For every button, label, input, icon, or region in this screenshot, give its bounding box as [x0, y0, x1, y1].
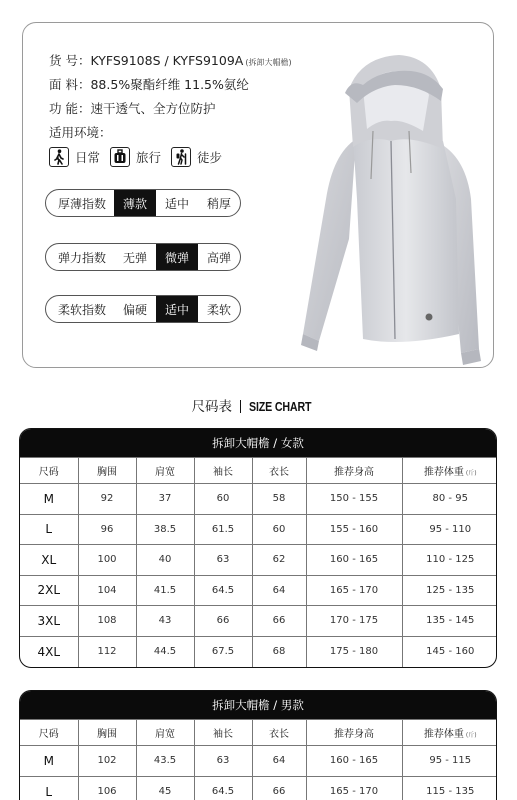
size-table-men	[19, 690, 497, 800]
header-weight-label: 推荐体重	[423, 729, 464, 740]
scale-label: 柔软指数	[58, 302, 107, 317]
size-table-grid	[20, 719, 497, 800]
usage-label: 适用环境：	[49, 125, 112, 140]
table-cell: 110 - 125	[402, 545, 497, 576]
spec-key: 货 号：	[49, 53, 91, 68]
header-height: 推荐身高	[306, 720, 402, 746]
cell-size: L	[20, 776, 78, 800]
table-row	[20, 776, 497, 800]
header-length: 衣长	[252, 458, 306, 484]
header-weight	[402, 458, 497, 484]
table-cell: 165 - 170	[306, 776, 402, 800]
table-row	[20, 514, 497, 545]
table-header-row	[20, 720, 497, 746]
scale-option: 偏硬	[123, 302, 148, 317]
header-size: 尺码	[20, 720, 78, 746]
table-cell: 38.5	[136, 514, 194, 545]
softness-scale	[45, 295, 241, 323]
title-separator	[240, 400, 242, 413]
cell-size: 3XL	[20, 606, 78, 637]
table-cell: 115 - 135	[402, 776, 497, 800]
table-row	[20, 545, 497, 576]
usage-label-hiking: 徒步	[197, 150, 223, 165]
table-cell: 58	[252, 484, 306, 515]
table-cell: 155 - 160	[306, 514, 402, 545]
table-cell: 60	[252, 514, 306, 545]
header-shoulder: 肩宽	[136, 720, 194, 746]
cell-size: 2XL	[20, 575, 78, 606]
table-cell: 64.5	[194, 575, 252, 606]
scale-option: 柔软	[207, 302, 232, 317]
scale-option: 无弹	[123, 250, 148, 265]
table-cell: 64	[252, 575, 306, 606]
usage-item-travel	[110, 147, 161, 167]
header-chest: 胸围	[78, 720, 136, 746]
scale-label: 弹力指数	[58, 250, 107, 265]
table-caption: 拆卸大帽檐 / 男款	[20, 691, 496, 719]
header-weight-label: 推荐体重	[423, 467, 464, 478]
cell-size: M	[20, 484, 78, 515]
cell-size: XL	[20, 545, 78, 576]
table-cell: 170 - 175	[306, 606, 402, 637]
table-cell: 43	[136, 606, 194, 637]
table-caption: 拆卸大帽檐 / 女款	[20, 429, 496, 457]
table-cell: 44.5	[136, 636, 194, 667]
size-table-women	[19, 428, 497, 668]
table-row	[20, 746, 497, 777]
table-cell: 45	[136, 776, 194, 800]
table-cell: 104	[78, 575, 136, 606]
table-cell: 66	[252, 606, 306, 637]
table-cell: 175 - 180	[306, 636, 402, 667]
usage-label-daily: 日常	[75, 150, 101, 165]
cell-size: L	[20, 514, 78, 545]
header-weight-unit: (斤)	[465, 470, 477, 477]
product-info-card	[22, 22, 494, 368]
table-cell: 67.5	[194, 636, 252, 667]
table-cell: 41.5	[136, 575, 194, 606]
table-cell: 100	[78, 545, 136, 576]
size-chart-title-en: SIZE CHART	[249, 399, 312, 414]
scale-option-selected: 微弹	[156, 244, 198, 270]
table-row	[20, 606, 497, 637]
spec-function	[49, 99, 216, 117]
table-cell: 96	[78, 514, 136, 545]
header-length: 衣长	[252, 720, 306, 746]
hiker-icon	[171, 147, 191, 167]
table-row	[20, 484, 497, 515]
table-cell: 160 - 165	[306, 545, 402, 576]
table-cell: 145 - 160	[402, 636, 497, 667]
cell-size: 4XL	[20, 636, 78, 667]
table-cell: 112	[78, 636, 136, 667]
usage-item-hiking	[171, 147, 222, 167]
walking-person-icon	[49, 147, 69, 167]
table-cell: 102	[78, 746, 136, 777]
spec-fabric	[49, 75, 249, 93]
table-cell: 60	[194, 484, 252, 515]
table-cell: 63	[194, 545, 252, 576]
scale-option-selected: 适中	[156, 296, 198, 322]
header-sleeve: 袖长	[194, 720, 252, 746]
header-height: 推荐身高	[306, 458, 402, 484]
spec-value: 88.5%聚酯纤维 11.5%氨纶	[90, 77, 249, 92]
spec-key: 面 料：	[49, 77, 91, 92]
thickness-scale	[45, 189, 241, 217]
table-cell: 108	[78, 606, 136, 637]
spec-value: KYFS9108S / KYFS9109A	[90, 53, 244, 68]
table-cell: 64	[252, 746, 306, 777]
spec-note: (拆卸大帽檐)	[245, 58, 292, 67]
table-row	[20, 575, 497, 606]
header-weight-unit: (斤)	[465, 732, 477, 739]
table-cell: 95 - 115	[402, 746, 497, 777]
table-cell: 150 - 155	[306, 484, 402, 515]
usage-list	[49, 147, 232, 167]
cell-size: M	[20, 746, 78, 777]
table-cell: 80 - 95	[402, 484, 497, 515]
scale-label: 厚薄指数	[58, 196, 107, 211]
scale-option: 高弹	[207, 250, 232, 265]
table-cell: 66	[194, 606, 252, 637]
table-cell: 165 - 170	[306, 575, 402, 606]
scale-option: 稍厚	[207, 196, 232, 211]
header-sleeve: 袖长	[194, 458, 252, 484]
usage-item-daily	[49, 147, 100, 167]
luggage-icon	[110, 147, 130, 167]
elasticity-scale	[45, 243, 241, 271]
scale-option: 适中	[165, 196, 190, 211]
table-cell: 160 - 165	[306, 746, 402, 777]
table-cell: 62	[252, 545, 306, 576]
table-cell: 66	[252, 776, 306, 800]
table-cell: 92	[78, 484, 136, 515]
header-size: 尺码	[20, 458, 78, 484]
spec-key: 功 能：	[49, 101, 91, 116]
header-chest: 胸围	[78, 458, 136, 484]
spec-item-number	[49, 51, 292, 69]
table-cell: 95 - 110	[402, 514, 497, 545]
spec-value: 速干透气、全方位防护	[90, 101, 216, 116]
table-cell: 40	[136, 545, 194, 576]
table-cell: 106	[78, 776, 136, 800]
table-cell: 125 - 135	[402, 575, 497, 606]
table-cell: 61.5	[194, 514, 252, 545]
size-chart-title	[0, 395, 517, 415]
table-header-row	[20, 458, 497, 484]
header-weight	[402, 720, 497, 746]
usage-label-travel: 旅行	[136, 150, 162, 165]
table-cell: 37	[136, 484, 194, 515]
size-table-grid	[20, 457, 497, 667]
table-cell: 43.5	[136, 746, 194, 777]
size-chart-title-cn: 尺码表	[191, 399, 232, 415]
table-cell: 63	[194, 746, 252, 777]
scale-option-selected: 薄款	[114, 190, 156, 216]
hoodie-product-image	[291, 49, 491, 369]
table-cell: 135 - 145	[402, 606, 497, 637]
header-shoulder: 肩宽	[136, 458, 194, 484]
table-cell: 68	[252, 636, 306, 667]
table-row	[20, 636, 497, 667]
table-cell: 64.5	[194, 776, 252, 800]
